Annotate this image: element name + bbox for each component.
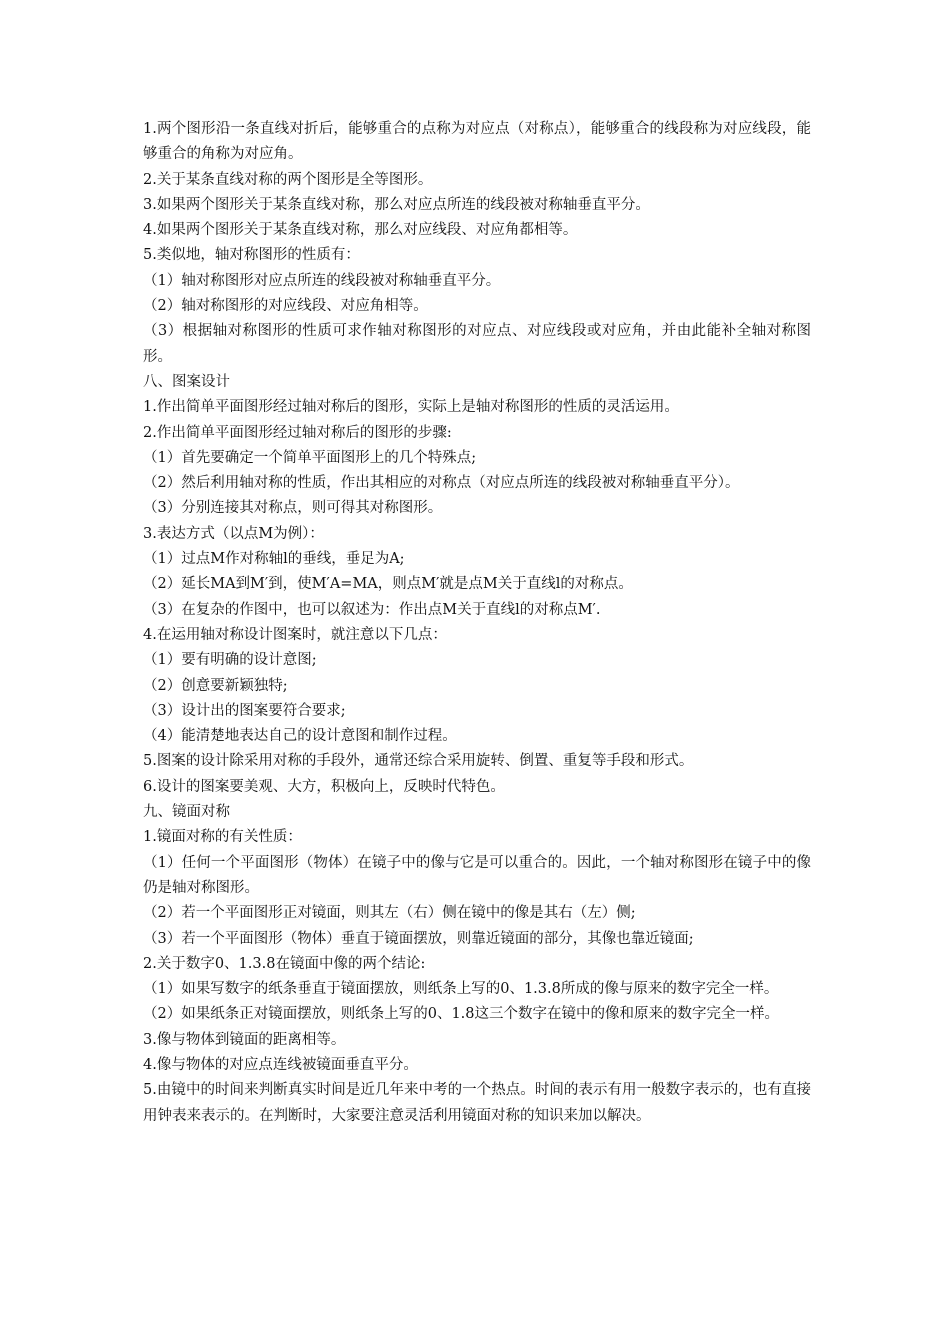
paragraph-line: 3.表达方式（以点M为例）： bbox=[143, 525, 324, 542]
paragraph-line: 4.在运用轴对称设计图案时，就注意以下几点： bbox=[143, 626, 447, 643]
paragraph-line: （1）首先要确定一个简单平面图形上的几个特殊点; bbox=[143, 449, 477, 466]
paragraph-line: 5.图案的设计除采用对称的手段外，通常还综合采用旋转、倒置、重复等手段和形式。 bbox=[143, 753, 694, 770]
paragraph-line: 6.设计的图案要美观、大方，积极向上，反映时代特色。 bbox=[143, 778, 505, 795]
paragraph-line: （2）若一个平面图形正对镜面，则其左（右）侧在镜中的像是其右（左）侧; bbox=[143, 905, 636, 922]
paragraph-line: 1.作出简单平面图形经过轴对称后的图形，实际上是轴对称图形的性质的灵活运用。 bbox=[143, 399, 679, 416]
paragraph-line: （1）要有明确的设计意图; bbox=[143, 652, 317, 669]
paragraph-line: （3）分别连接其对称点，则可得其对称图形。 bbox=[143, 500, 443, 517]
paragraph-line: 2.关于数字0、1.3.8在镜面中像的两个结论: bbox=[143, 955, 426, 972]
paragraph-line: （3）在复杂的作图中，也可以叙述为：作出点M关于直线l的对称点M′. bbox=[143, 601, 601, 618]
paragraph-line: 1.镜面对称的有关性质： bbox=[143, 829, 302, 846]
paragraph-line: 5.类似地，轴对称图形的性质有： bbox=[143, 247, 360, 264]
paragraph-line: （2）轴对称图形的对应线段、对应角相等。 bbox=[143, 298, 428, 315]
paragraph-line: （2）如果纸条正对镜面摆放，则纸条上写的0、1.8这三个数字在镜中的像和原来的数字完全一样。 bbox=[143, 1006, 780, 1023]
paragraph-line: 2.作出简单平面图形经过轴对称后的图形的步骤: bbox=[143, 424, 452, 441]
paragraph-line: （1）过点M作对称轴l的垂线，垂足为A; bbox=[143, 551, 405, 568]
paragraph-line: （1）如果写数字的纸条垂直于镜面摆放，则纸条上写的0、1.3.8所成的像与原来的数字完全一样。 bbox=[143, 981, 779, 998]
paragraph-line: （1）任何一个平面图形（物体）在镜子中的像与它是可以重合的。因此，一个轴对称图形在镜子中的像仍是轴对称图形。 bbox=[143, 854, 811, 896]
paragraph-line: 3.如果两个图形关于某条直线对称，那么对应点所连的线段被对称轴垂直平分。 bbox=[143, 196, 650, 213]
paragraph-line: （4）能清楚地表达自己的设计意图和制作过程。 bbox=[143, 728, 457, 745]
document-body bbox=[143, 117, 811, 1129]
paragraph-line: 1.两个图形沿一条直线对折后，能够重合的点称为对应点（对称点），能够重合的线段称为对应线段，能够重合的角称为对应角。 bbox=[143, 121, 811, 163]
paragraph-line: （3）根据轴对称图形的性质可求作轴对称图形的对应点、对应线段或对应角，并由此能补全轴对称图形。 bbox=[143, 323, 811, 365]
section-heading: 九、镜面对称 bbox=[143, 804, 230, 821]
paragraph-line: （2）然后利用轴对称的性质，作出其相应的对称点（对应点所连的线段被对称轴垂直平分）。 bbox=[143, 475, 740, 492]
paragraph-line: （2）创意要新颖独特; bbox=[143, 677, 288, 694]
paragraph-line: （3）若一个平面图形（物体）垂直于镜面摆放，则靠近镜面的部分，其像也靠近镜面; bbox=[143, 930, 694, 947]
paragraph-line: 3.像与物体到镜面的距离相等。 bbox=[143, 1031, 346, 1048]
paragraph-line: （3）设计出的图案要符合要求; bbox=[143, 702, 346, 719]
paragraph-line: 2.关于某条直线对称的两个图形是全等图形。 bbox=[143, 171, 433, 188]
paragraph-line: 4.如果两个图形关于某条直线对称，那么对应线段、对应角都相等。 bbox=[143, 222, 578, 239]
paragraph-line: 5.由镜中的时间来判断真实时间是近几年来中考的一个热点。时间的表示有用一般数字表示的，也有直接用钟表来表示的。在判断时，大家要注意灵活利用镜面对称的知识来加以解决。 bbox=[143, 1082, 811, 1124]
paragraph-line: 4.像与物体的对应点连线被镜面垂直平分。 bbox=[143, 1056, 418, 1073]
paragraph-line: （2）延长MA到M′到，使M′A=MA，则点M′就是点M关于直线l的对称点。 bbox=[143, 576, 633, 593]
paragraph-line: （1）轴对称图形对应点所连的线段被对称轴垂直平分。 bbox=[143, 272, 501, 289]
section-heading: 八、图案设计 bbox=[143, 373, 230, 390]
